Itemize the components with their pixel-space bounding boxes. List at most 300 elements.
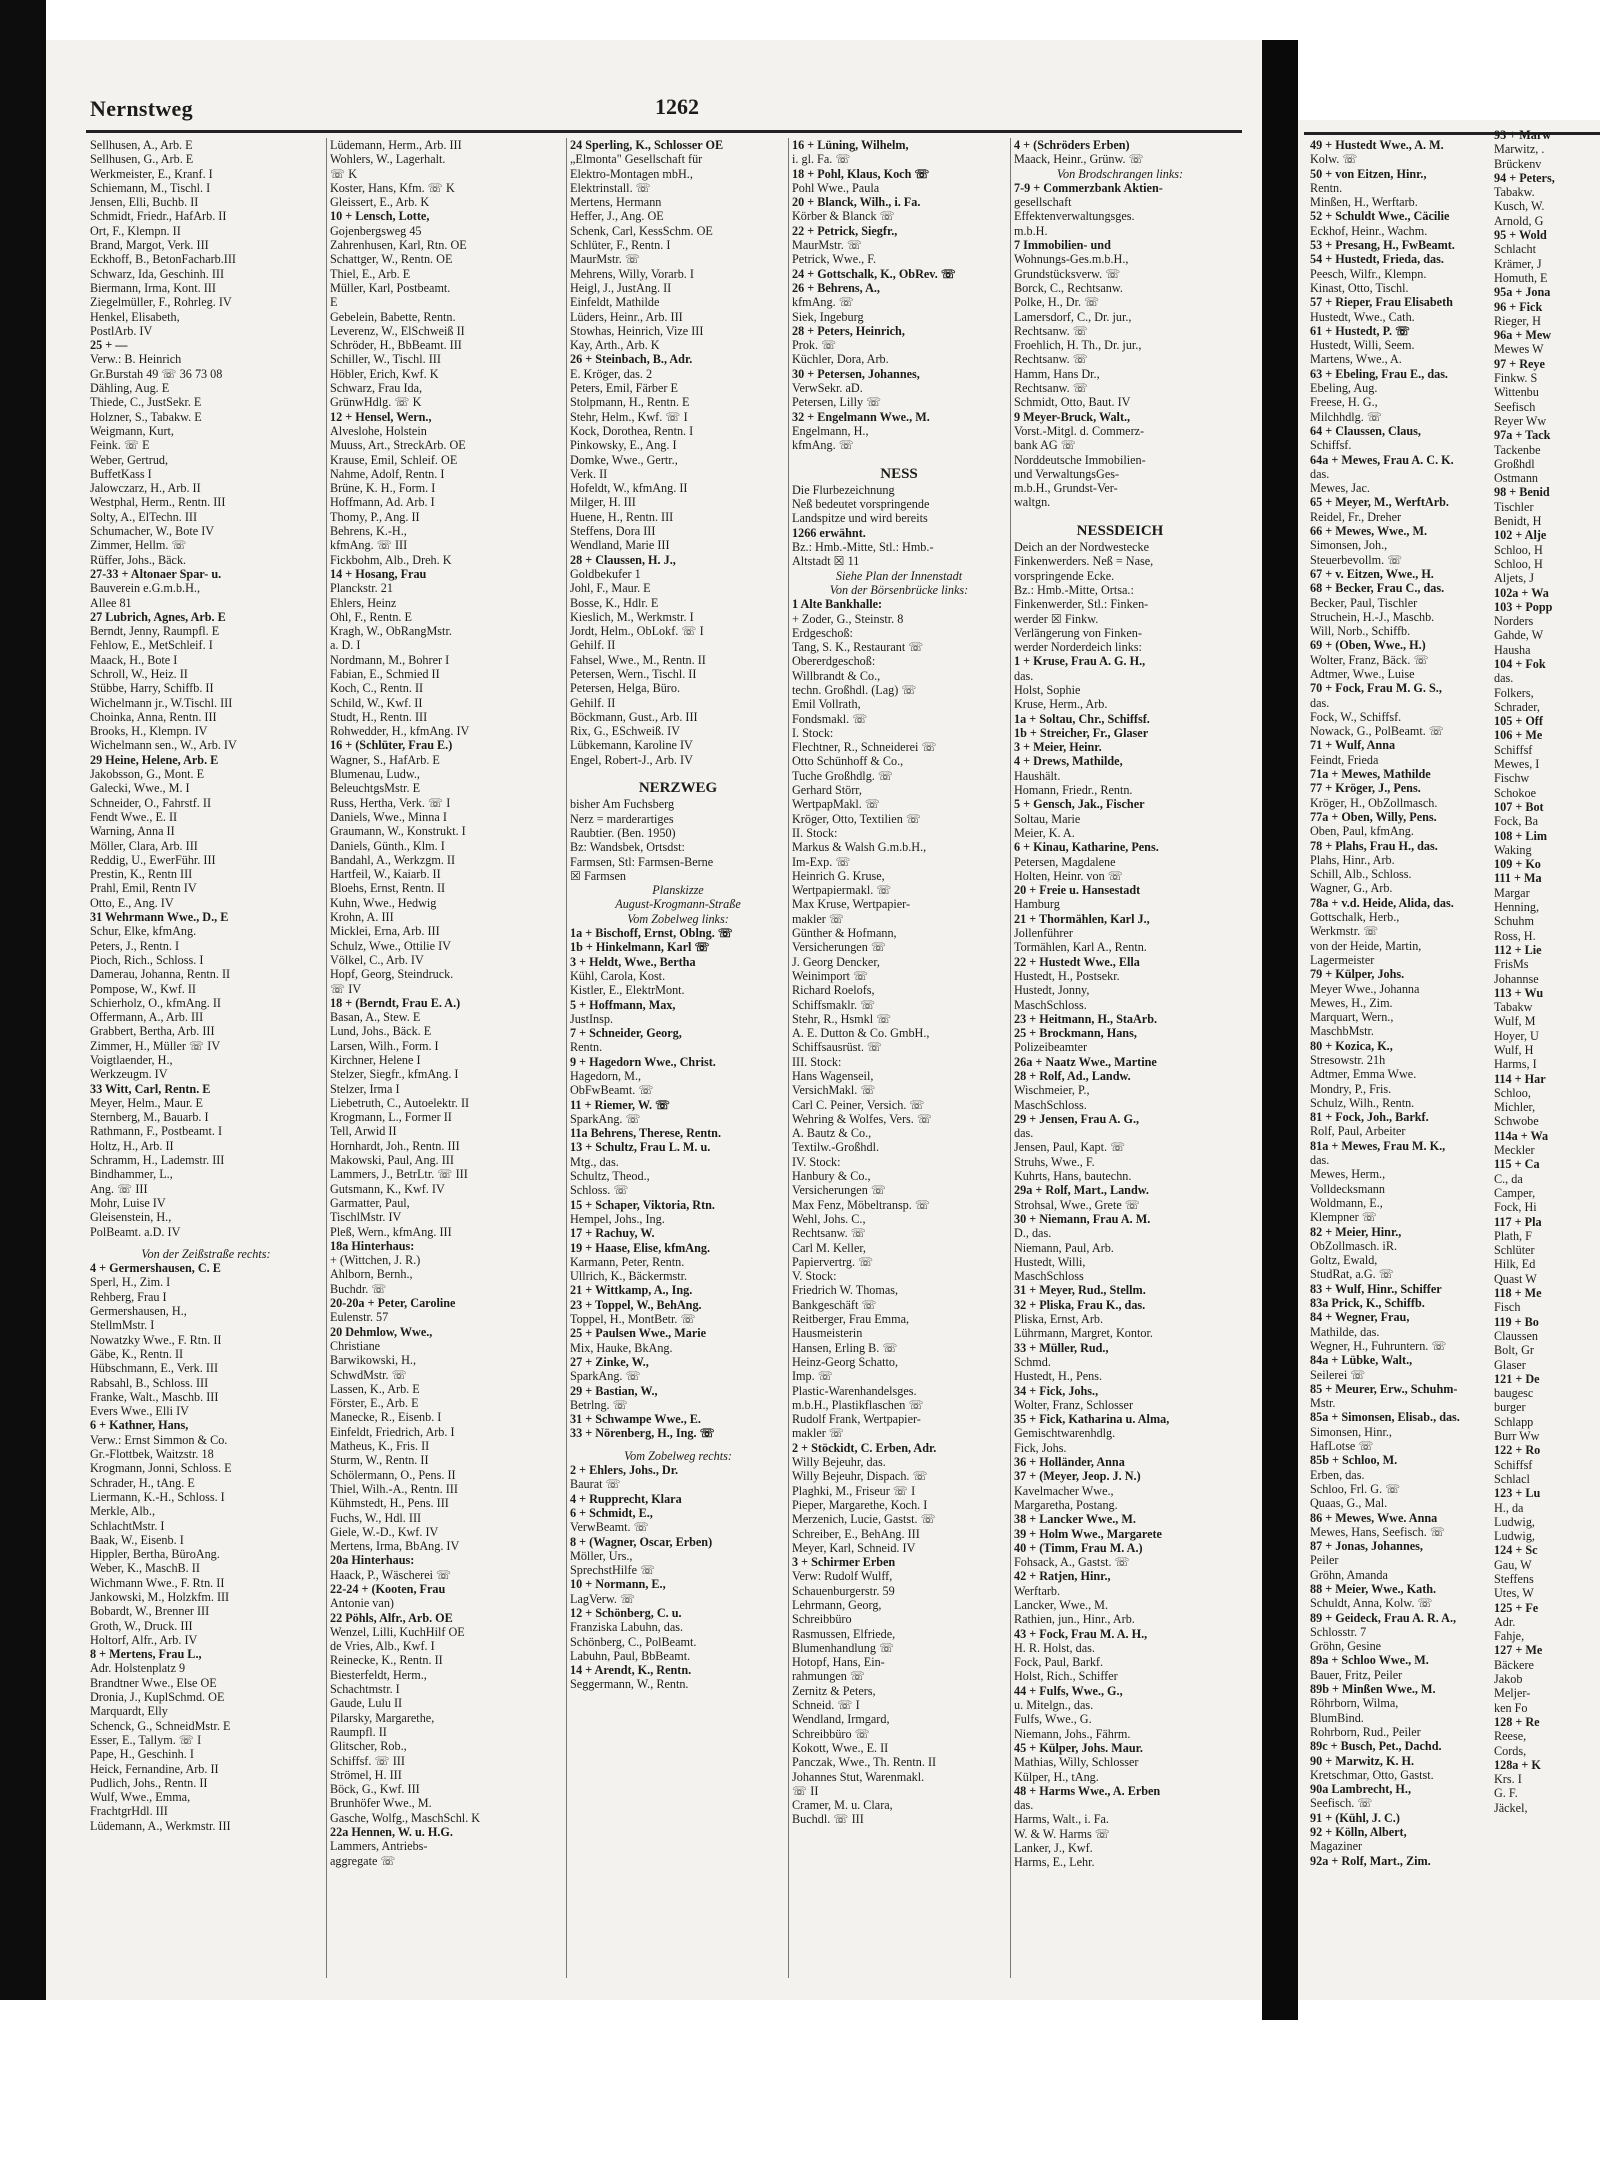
- directory-entry-line: Blumenau, Ludw.,: [330, 767, 420, 782]
- directory-entry-line: 7-9 + Commerzbank Aktien-: [1014, 180, 1163, 195]
- directory-entry-line: Gebelein, Babette, Rentn.: [330, 309, 456, 324]
- directory-entry-line: Margaretha, Postang.: [1014, 1497, 1118, 1512]
- directory-entry-line: 83 + Wulf, Hinr., Schiffer: [1310, 1281, 1442, 1296]
- directory-entry-line: Heigl, J., JustAng. II: [570, 280, 672, 295]
- directory-entry-line: 49 + Hustedt Wwe., A. M.: [1310, 138, 1444, 152]
- directory-entry-line: 19 + Haase, Elise, kfmAng.: [570, 1240, 710, 1255]
- directory-entry-line: Mondry, P., Fris.: [1310, 1081, 1392, 1096]
- directory-entry-line: kfmAng. ☏: [792, 438, 854, 453]
- directory-entry-line: Werkzeugm. IV: [90, 1067, 168, 1082]
- directory-entry-line: Wichelmann jr., W.Tischl. III: [90, 695, 233, 710]
- directory-entry-line: Brandtner Wwe., Else OE: [90, 1675, 217, 1690]
- directory-entry-line: BeleuchtgsMstr. E: [330, 781, 421, 796]
- directory-entry-line: V. Stock:: [792, 1269, 837, 1284]
- directory-entry-line: Hausmeisterin: [792, 1326, 863, 1341]
- directory-entry-line: Rix, G., ESchweiß. IV: [570, 724, 681, 739]
- directory-entry-line: Sellhusen, A., Arb. E: [90, 138, 193, 152]
- directory-entry-line: Labuhn, Paul, BbBeamt.: [570, 1648, 691, 1663]
- directory-entry-line: Hoffmann, Ad. Arb. I: [330, 495, 435, 510]
- directory-entry-line: Karmann, Peter, Rentn.: [570, 1254, 685, 1269]
- directory-entry-line: Struchein, H.-J., Maschb.: [1310, 609, 1435, 624]
- directory-entry-line: Claussen: [1494, 1328, 1539, 1343]
- address-column-5: [1014, 138, 1226, 1870]
- directory-entry-line: 21 + Thormählen, Karl J.,: [1014, 911, 1150, 926]
- directory-entry-line: 1a + Bischoff, Ernst, Oblng. ☏: [570, 926, 734, 941]
- directory-entry-line: 13 + Schultz, Frau L. M. u.: [570, 1140, 711, 1155]
- spacer: [1014, 510, 1226, 518]
- directory-entry-line: Schultz, Theod.,: [570, 1169, 650, 1184]
- directory-entry-line: Gehilf. II: [570, 638, 616, 653]
- directory-entry-line: Fisch: [1494, 1300, 1521, 1315]
- directory-entry-line: Will, Norb., Schiffb.: [1310, 624, 1411, 639]
- directory-entry-line: SprechstHilfe ☏: [570, 1563, 656, 1578]
- directory-entry-line: Pinkowsky, E., Ang. I: [570, 438, 677, 453]
- directory-entry-line: Möller, Clara, Arb. III: [90, 838, 198, 853]
- directory-entry-line: 24 Sperling, K., Schlosser OE: [570, 138, 724, 152]
- directory-entry-line: 68 + Becker, Frau C., das.: [1310, 581, 1445, 596]
- directory-entry-line: FrisMs: [1494, 957, 1529, 972]
- directory-entry-line: Becker, Paul, Tischler: [1310, 595, 1418, 610]
- directory-entry-line: 29 + Bastian, W.,: [570, 1383, 658, 1398]
- directory-entry-line: Schattger, W., Rentn. OE: [330, 252, 453, 267]
- directory-entry-line: Camper,: [1494, 1185, 1536, 1200]
- directory-entry-line: Johl, F., Maur. E: [570, 581, 651, 596]
- directory-entry-line: Homann, Friedr., Rentn.: [1014, 783, 1133, 798]
- directory-entry-line: bank AG ☏: [1014, 438, 1076, 453]
- directory-entry-line: ken Fo: [1494, 1700, 1528, 1715]
- directory-entry-line: 24 + Gottschalk, K., ObRev. ☏: [792, 266, 957, 281]
- directory-entry-line: 6 + Kinau, Katharine, Pens.: [1014, 840, 1159, 855]
- directory-entry-line: 39 + Holm Wwe., Margarete: [1014, 1526, 1162, 1541]
- directory-entry-line: 33 + Nörenberg, H., Ing. ☏: [570, 1426, 715, 1441]
- directory-entry-line: Seefisch. ☏: [1310, 1796, 1373, 1811]
- directory-entry-line: Feindt, Frieda: [1310, 752, 1379, 767]
- directory-entry-line: Mewes, I: [1494, 757, 1540, 772]
- directory-entry-line: Nowack, G., PolBeamt. ☏: [1310, 724, 1445, 739]
- directory-entry-line: Mertens, Hermann: [570, 195, 662, 210]
- directory-entry-line: 108 + Lim: [1494, 828, 1547, 843]
- directory-entry-line: Mstr.: [1310, 1396, 1336, 1411]
- directory-entry-line: ☏ II: [792, 1783, 819, 1798]
- directory-entry-line: Esser, E., Tallym. ☏ I: [90, 1732, 202, 1747]
- directory-entry-line: Vorst.-Mitgl. d. Commerz-: [1014, 423, 1145, 438]
- directory-entry-line: Strohsal, Wwe., Grete ☏: [1014, 1197, 1141, 1212]
- directory-entry-line: 127 + Me: [1494, 1643, 1543, 1658]
- directory-entry-line: Hotopf, Hans, Ein-: [792, 1655, 885, 1670]
- directory-entry-line: Sternberg, M., Bauarb. I: [90, 1110, 209, 1125]
- section-label: August-Krogmann-Straße: [615, 897, 741, 912]
- directory-entry-line: Petrick, Wwe., F.: [792, 252, 877, 267]
- directory-entry-line: Giele, W.-D., Kwf. IV: [330, 1524, 439, 1539]
- directory-entry-line: Steffens: [1494, 1571, 1534, 1586]
- directory-entry-line: 102a + Wa: [1494, 585, 1549, 600]
- directory-entry-line: Brooks, H., Klempn. IV: [90, 724, 208, 739]
- directory-entry-line: 117 + Pla: [1494, 1214, 1542, 1229]
- directory-entry-line: Kragh, W., ObRangMstr.: [330, 624, 452, 639]
- directory-entry-line: 48 + Harms Wwe., A. Erben: [1014, 1783, 1161, 1798]
- directory-entry-line: 28 + Claussen, H. J.,: [570, 552, 676, 567]
- directory-entry-line: Willy Bejeuhr, das.: [792, 1455, 886, 1470]
- directory-entry-line: Marquardt, Elly: [90, 1704, 168, 1719]
- directory-entry-line: Kay, Arth., Arb. K: [570, 338, 660, 353]
- directory-entry-line: Aljets, J: [1494, 571, 1534, 586]
- directory-entry-line: 16 + Lüning, Wilhelm,: [792, 138, 909, 152]
- directory-entry-line: Krause, Emil, Schleif. OE: [330, 452, 458, 467]
- directory-entry-line: Schlacl: [1494, 1471, 1530, 1486]
- directory-entry-line: Peiler: [1310, 1553, 1339, 1568]
- directory-entry-line: Gutsmann, K., Kwf. IV: [330, 1181, 445, 1196]
- directory-entry-line: 89c + Busch, Pet., Dachd.: [1310, 1739, 1442, 1754]
- directory-entry-line: Petersen, Magdalene: [1014, 854, 1116, 869]
- directory-entry-line: Buchdl. ☏ III: [792, 1812, 864, 1827]
- directory-entry-line: Schwobe: [1494, 1114, 1539, 1129]
- address-column-7: [1494, 128, 1600, 1815]
- directory-entry-line: 94 + Peters,: [1494, 170, 1555, 185]
- directory-entry-line: Martens, Wwe., A.: [1310, 352, 1402, 367]
- directory-entry-line: Hustedt, Wwe., Cath.: [1310, 309, 1415, 324]
- directory-entry-line: 79 + Külper, Johs.: [1310, 967, 1405, 982]
- directory-entry-line: 104 + Fok: [1494, 656, 1546, 671]
- directory-entry-line: Peters, Emil, Färber E: [570, 381, 678, 396]
- directory-entry-line: kfmAng. ☏: [792, 295, 854, 310]
- directory-entry-line: Prok. ☏: [792, 338, 837, 353]
- directory-entry-line: Rentn.: [1310, 180, 1343, 195]
- spacer: [570, 767, 786, 775]
- directory-entry-line: Pleß, Wern., kfmAng. III: [330, 1224, 452, 1239]
- directory-entry-line: Daniels, Günth., Klm. I: [330, 838, 445, 853]
- directory-entry-line: Kröger, Otto, Textilien ☏: [792, 811, 922, 826]
- directory-entry-line: Fabian, E., Schmied II: [330, 666, 440, 681]
- directory-entry-line: Tabakw: [1494, 1000, 1533, 1015]
- directory-entry-line: MaschbMstr.: [1310, 1024, 1374, 1039]
- directory-entry-line: Hofeldt, W., kfmAng. II: [570, 481, 688, 496]
- directory-entry-line: Harms, Walt., i. Fa.: [1014, 1812, 1109, 1827]
- directory-entry-line: das.: [1014, 1126, 1034, 1141]
- directory-entry-line: Pioch, Rich., Schloss. I: [90, 952, 204, 967]
- directory-entry-line: Wegner, H., Fuhruntern. ☏: [1310, 1338, 1447, 1353]
- directory-entry-line: Harms, E., Lehr.: [1014, 1855, 1095, 1870]
- directory-entry-line: Wischmeier, P.,: [1014, 1083, 1090, 1098]
- directory-entry-line: 84 + Wegner, Frau,: [1310, 1310, 1410, 1325]
- directory-entry-line: Ludwig,: [1494, 1514, 1535, 1529]
- directory-entry-line: Prahl, Emil, Rentn IV: [90, 881, 197, 896]
- directory-entry-line: Garmatter, Paul,: [330, 1195, 410, 1210]
- directory-entry-line: 12 + Schönberg, C. u.: [570, 1605, 682, 1620]
- directory-entry-line: Fulfs, Wwe., G.: [1014, 1712, 1092, 1727]
- directory-entry-line: Lammers, J., BetrLtr. ☏ III: [330, 1167, 468, 1182]
- directory-entry-line: Kieslich, M., Werkmstr. I: [570, 609, 694, 624]
- directory-entry-line: Lehrmann, Georg,: [792, 1597, 882, 1612]
- directory-entry-line: Mewes, Herm.,: [1310, 1167, 1386, 1182]
- directory-entry-line: Körber & Blanck ☏: [792, 209, 895, 224]
- directory-entry-line: Henning,: [1494, 900, 1540, 915]
- directory-entry-line: 81a + Mewes, Frau M. K.,: [1310, 1138, 1446, 1153]
- directory-entry-line: ☏ K: [330, 166, 358, 181]
- directory-entry-line: Norddeutsche Immobilien-: [1014, 452, 1146, 467]
- spacer: [90, 1239, 322, 1247]
- directory-entry-line: Eckhoff, B., BetonFacharb.III: [90, 252, 236, 267]
- directory-entry-line: rahmungen ☏: [792, 1669, 866, 1684]
- directory-entry-line: Homuth, E: [1494, 270, 1548, 285]
- directory-entry-line: Hustedt, Willi, Seem.: [1310, 338, 1415, 353]
- directory-entry-line: 92a + Rolf, Mart., Zim.: [1310, 1853, 1431, 1868]
- address-column-4: [792, 138, 1006, 1827]
- directory-entry-line: 122 + Ro: [1494, 1443, 1541, 1458]
- directory-entry-line: 64 + Claussen, Claus,: [1310, 423, 1421, 438]
- directory-entry-line: 67 + v. Eitzen, Wwe., H.: [1310, 566, 1434, 581]
- directory-entry-line: Muuss, Art., StreckArb. OE: [330, 438, 466, 453]
- directory-entry-line: Merkle, Alb.,: [90, 1504, 155, 1519]
- directory-entry-line: Wertpapiermakl. ☏: [792, 883, 892, 898]
- directory-entry-line: Bäckere: [1494, 1657, 1534, 1672]
- directory-entry-line: Simonsen, Joh.,: [1310, 538, 1388, 553]
- directory-entry-line: Schauenburgerstr. 59: [792, 1583, 895, 1598]
- directory-entry-line: Bz: Wandsbek, Ortsdst:: [570, 840, 685, 855]
- directory-entry-line: Schloo,: [1494, 1085, 1531, 1100]
- directory-entry-line: 1266 erwähnt.: [792, 525, 866, 540]
- directory-entry-line: Schloo, H: [1494, 556, 1543, 571]
- directory-entry-line: Gäbe, K., Rentn. II: [90, 1346, 184, 1361]
- directory-entry-line: Erdgeschoß:: [792, 625, 853, 640]
- directory-entry-line: 2 + Stöckidt, C. Erben, Adr.: [792, 1440, 937, 1455]
- directory-entry-line: Tell, Arwid II: [330, 1124, 397, 1139]
- directory-entry-line: Willy Bejeuhr, Dispach. ☏: [792, 1469, 928, 1484]
- directory-entry-line: Holtorf, Alfr., Arb. IV: [90, 1632, 198, 1647]
- directory-entry-line: Sturm, W., Rentn. II: [330, 1453, 429, 1468]
- directory-entry-line: Gehilf. II: [570, 695, 616, 710]
- directory-entry-line: Plastic-Warenhandelsges.: [792, 1383, 917, 1398]
- directory-entry-line: 34 + Fick, Johs.,: [1014, 1383, 1099, 1398]
- directory-entry-line: 26 + Behrens, A.,: [792, 280, 880, 295]
- directory-entry-line: Froehlich, H. Th., Dr. jur.,: [1014, 338, 1142, 353]
- directory-entry-line: C., da: [1494, 1171, 1523, 1186]
- directory-entry-line: Schröder, H., BbBeamt. III: [330, 338, 462, 353]
- directory-entry-line: 112 + Lie: [1494, 942, 1542, 957]
- directory-entry-line: 29 + Jensen, Frau A. G.,: [1014, 1111, 1140, 1126]
- directory-entry-line: Klempner ☏: [1310, 1210, 1378, 1225]
- directory-entry-line: Brand, Margot, Verk. III: [90, 238, 209, 253]
- book-gutter: [1262, 40, 1298, 2020]
- directory-entry-line: Eckhof, Heinr., Wachm.: [1310, 223, 1428, 238]
- directory-entry-line: 12 + Hensel, Wern.,: [330, 409, 432, 424]
- directory-entry-line: m.b.H., Grundst-Ver-: [1014, 481, 1118, 496]
- directory-entry-line: Hempel, Johs., Ing.: [570, 1211, 665, 1226]
- directory-entry-line: 4 + Drews, Mathilde,: [1014, 754, 1123, 769]
- directory-entry-line: Adtmer, Emma Wwe.: [1310, 1067, 1417, 1082]
- section-label: Von Brodschrangen links:: [1056, 166, 1184, 181]
- directory-entry-line: „Elmonta" Gesellschaft für: [570, 152, 703, 167]
- directory-entry-line: Lanker, J., Kwf.: [1014, 1841, 1093, 1856]
- directory-entry-line: Wohnungs-Ges.m.b.H.,: [1014, 252, 1129, 267]
- directory-entry-line: 1a + Soltau, Chr., Schiffsf.: [1014, 711, 1150, 726]
- directory-entry-line: Dronia, J., KuplSchmd. OE: [90, 1690, 225, 1705]
- directory-entry-line: Schulz, Wwe., Ottilie IV: [330, 938, 451, 953]
- directory-entry-line: Schierholz, O., kfmAng. II: [90, 995, 221, 1010]
- directory-entry-line: SchwdMstr. ☏: [330, 1367, 407, 1382]
- directory-entry-line: 84a + Lübke, Walt.,: [1310, 1353, 1413, 1368]
- directory-entry-line: Schlapp: [1494, 1414, 1534, 1429]
- directory-entry-line: Rüffer, Johs., Bäck.: [90, 552, 187, 567]
- directory-entry-line: 27 + Zinke, W.,: [570, 1354, 649, 1369]
- directory-entry-line: Kruse, Herm., Arb.: [1014, 697, 1108, 712]
- directory-entry-line: Franziska Labuhn, das.: [570, 1620, 684, 1635]
- directory-entry-line: VersichMakl. ☏: [792, 1083, 876, 1098]
- directory-entry-line: JustInsp.: [570, 1011, 614, 1026]
- directory-entry-line: + (Wittchen, J. R.): [330, 1253, 421, 1268]
- directory-entry-line: Schild, W., Kwf. II: [330, 695, 423, 710]
- directory-entry-line: 121 + De: [1494, 1371, 1540, 1386]
- directory-entry-line: 66 + Mewes, Wwe., M.: [1310, 524, 1428, 539]
- directory-entry-line: Damerau, Johanna, Rentn. II: [90, 967, 231, 982]
- directory-entry-line: Neß bedeutet vorspringende: [792, 497, 930, 512]
- directory-entry-line: Heinz-Georg Schatto,: [792, 1354, 899, 1369]
- directory-entry-line: Meljer-: [1494, 1686, 1531, 1701]
- directory-entry-line: Die Flurbezeichnung: [792, 482, 895, 497]
- directory-entry-line: Graumann, W., Konstrukt. I: [330, 824, 466, 839]
- directory-entry-line: ☒ Farmsen: [570, 868, 626, 883]
- directory-entry-line: 23 + Toppel, W., BehAng.: [570, 1297, 702, 1312]
- directory-entry-line: Niemann, Paul, Arb.: [1014, 1240, 1114, 1255]
- directory-entry-line: Weigmann, Kurt,: [90, 423, 174, 438]
- directory-entry-line: Petersen, Lilly ☏: [792, 395, 882, 410]
- directory-entry-line: Schiemann, M., Tischl. I: [90, 180, 211, 195]
- directory-entry-line: Rohrborn, Rud., Peiler: [1310, 1724, 1421, 1739]
- directory-entry-line: Antonie van): [330, 1596, 394, 1611]
- directory-entry-line: Kretschmar, Otto, Gastst.: [1310, 1767, 1434, 1782]
- directory-entry-line: 43 + Fock, Frau M. A. H.,: [1014, 1626, 1148, 1641]
- directory-entry-line: Mertens, Irma, BbAng. IV: [330, 1539, 460, 1554]
- directory-entry-line: Planckstr. 21: [330, 581, 393, 596]
- directory-entry-line: Tuche Großhdlg. ☏: [792, 768, 894, 783]
- directory-entry-line: MaurMstr. ☏: [570, 252, 641, 267]
- directory-entry-line: Versicherungen ☏: [792, 940, 887, 955]
- directory-entry-line: Fendt Wwe., E. II: [90, 809, 178, 824]
- directory-entry-line: Stehr, Helm., Kwf. ☏ I: [570, 409, 688, 424]
- directory-entry-line: Schwarz, Ida, Geschinh. III: [90, 266, 225, 281]
- directory-entry-line: Schiller, W., Tischl. III: [330, 352, 441, 367]
- directory-entry-line: Reese,: [1494, 1729, 1527, 1744]
- directory-entry-line: Barwikowski, H.,: [330, 1353, 416, 1368]
- directory-entry-line: 5 + Gensch, Jak., Fischer: [1014, 797, 1145, 812]
- directory-entry-line: 98 + Benid: [1494, 485, 1550, 500]
- directory-entry-line: Einfeldt, Friedrich, Arb. I: [330, 1424, 455, 1439]
- directory-entry-line: 70 + Fock, Frau M. G. S.,: [1310, 681, 1442, 696]
- directory-entry-line: Rehberg, Frau I: [90, 1289, 167, 1304]
- directory-entry-line: Schmidt, Otto, Baut. IV: [1014, 395, 1131, 410]
- directory-entry-line: Kolw. ☏: [1310, 152, 1358, 167]
- directory-entry-line: SchlachtMstr. I: [90, 1518, 165, 1533]
- directory-entry-line: 10 + Normann, E.,: [570, 1577, 666, 1592]
- section-label: Von der Börsenbrücke links:: [829, 582, 969, 597]
- directory-entry-line: 3 + Schirmer Erben: [792, 1555, 896, 1570]
- directory-entry-line: 54 + Hustedt, Frieda, das.: [1310, 252, 1444, 267]
- directory-entry-line: Westphal, Herm., Rentn. III: [90, 495, 226, 510]
- directory-entry-line: 32 + Engelmann Wwe., M.: [792, 409, 930, 424]
- directory-entry-line: Krs. I: [1494, 1772, 1522, 1787]
- directory-entry-line: 36 + Holländer, Anna: [1014, 1455, 1125, 1470]
- directory-entry-line: Larsen, Wilh., Form. I: [330, 1038, 439, 1053]
- directory-entry-line: burger: [1494, 1400, 1526, 1415]
- directory-entry-line: Sperl, H., Zim. I: [90, 1275, 171, 1290]
- directory-entry-line: Fock, Hi: [1494, 1200, 1537, 1215]
- directory-entry-line: 1 + Kruse, Frau A. G. H.,: [1014, 654, 1146, 669]
- directory-entry-line: Schneider, O., Fahrstf. II: [90, 795, 212, 810]
- directory-entry-line: Finkw. S: [1494, 371, 1538, 386]
- directory-entry-line: Plaghki, M., Friseur ☏ I: [792, 1483, 916, 1498]
- header-rule: [86, 130, 1242, 133]
- directory-entry-line: Schloo, Frl. G. ☏: [1310, 1481, 1401, 1496]
- directory-entry-line: Schmd.: [1014, 1354, 1051, 1369]
- directory-entry-line: Mewes W: [1494, 342, 1544, 357]
- directory-entry-line: 7 + Schneider, Georg,: [570, 1026, 682, 1041]
- directory-entry-line: Stübbe, Harry, Schiffb. II: [90, 681, 214, 696]
- directory-entry-line: Willbrandt & Co.,: [792, 668, 881, 683]
- directory-entry-line: 40 + (Timm, Frau M. A.): [1014, 1540, 1143, 1555]
- directory-entry-line: Max Kruse, Wertpapier-: [792, 897, 911, 912]
- directory-entry-line: Hornhardt, Joh., Rentn. III: [330, 1138, 460, 1153]
- directory-entry-line: Bauverein e.G.m.b.H.,: [90, 581, 200, 596]
- directory-entry-line: Lagermeister: [1310, 952, 1375, 967]
- directory-entry-line: Sellhusen, G., Arb. E: [90, 152, 194, 167]
- directory-entry-line: 95a + Jona: [1494, 285, 1551, 300]
- directory-entry-line: 44 + Fulfs, Wwe., G.,: [1014, 1683, 1123, 1698]
- directory-entry-line: 7 Immobilien- und: [1014, 238, 1111, 253]
- directory-entry-line: Daniels, Wwe., Minna I: [330, 809, 447, 824]
- directory-entry-line: 6 + Kathner, Hans,: [90, 1418, 189, 1433]
- directory-entry-line: Jordt, Helm., ObLokf. ☏ I: [570, 624, 704, 639]
- directory-entry-line: 114a + Wa: [1494, 1128, 1549, 1143]
- directory-entry-line: das.: [1310, 1153, 1330, 1168]
- directory-entry-line: 90 + Marwitz, K. H.: [1310, 1753, 1415, 1768]
- directory-entry-line: Müller, Karl, Postbeamt.: [330, 280, 451, 295]
- directory-entry-line: Makowski, Paul, Ang. III: [330, 1153, 454, 1168]
- directory-entry-line: Hamm, Hans Dr.,: [1014, 366, 1100, 381]
- directory-entry-line: Rathien, jun., Hinr., Arb.: [1014, 1612, 1135, 1627]
- directory-entry-line: 88 + Meier, Wwe., Kath.: [1310, 1581, 1437, 1596]
- directory-entry-line: Reidel, Fr., Dreher: [1310, 509, 1402, 524]
- column-divider: [326, 138, 327, 1978]
- directory-entry-line: Finkenwerders. Neß = Nase,: [1014, 554, 1154, 569]
- directory-entry-line: 1 Alte Bankhalle:: [792, 597, 883, 612]
- directory-entry-line: Krämer, J: [1494, 256, 1542, 271]
- directory-entry-line: Gröhn, Amanda: [1310, 1567, 1388, 1582]
- directory-entry-line: Mewes, Jac.: [1310, 481, 1370, 496]
- directory-entry-line: 97a + Tack: [1494, 428, 1551, 443]
- directory-entry-line: 52 + Schuldt Wwe., Cäcilie: [1310, 209, 1450, 224]
- directory-entry-line: Ludwig,: [1494, 1529, 1535, 1544]
- directory-entry-line: Bz.: Hmb.-Mitte, Ortsa.:: [1014, 582, 1134, 597]
- directory-entry-line: Groth, W., Druck. III: [90, 1618, 193, 1633]
- directory-entry-line: 90a Lambrecht, H.,: [1310, 1782, 1411, 1797]
- directory-entry-line: Schlüter: [1494, 1243, 1535, 1258]
- directory-entry-line: Hustedt, H., Postsekr.: [1014, 968, 1120, 983]
- directory-entry-line: Freese, H. G.,: [1310, 395, 1378, 410]
- directory-entry-line: Schiffsf. ☏ III: [330, 1753, 405, 1768]
- directory-entry-line: 33 + Müller, Rud.,: [1014, 1340, 1109, 1355]
- directory-entry-line: Volldecksmann: [1310, 1181, 1385, 1196]
- directory-entry-line: Haushält.: [1014, 768, 1061, 783]
- directory-page-right: [1298, 120, 1600, 2000]
- directory-entry-line: Fock, W., Schiffsf.: [1310, 709, 1402, 724]
- directory-entry-line: Lüders, Heinr., Arb. III: [570, 309, 683, 324]
- directory-entry-line: Lüdemann, Herm., Arb. III: [330, 138, 462, 152]
- directory-entry-line: Verw: Rudolf Wulff,: [792, 1569, 893, 1584]
- directory-entry-line: Wagner, S., HafArb. E: [330, 752, 440, 767]
- directory-entry-line: Henkel, Elisabeth,: [90, 309, 180, 324]
- directory-entry-line: Schiffsmaklr. ☏: [792, 997, 876, 1012]
- directory-entry-line: Kröger, H., ObZollmasch.: [1310, 795, 1438, 810]
- directory-entry-line: 4 + Germershausen, C. E: [90, 1261, 221, 1276]
